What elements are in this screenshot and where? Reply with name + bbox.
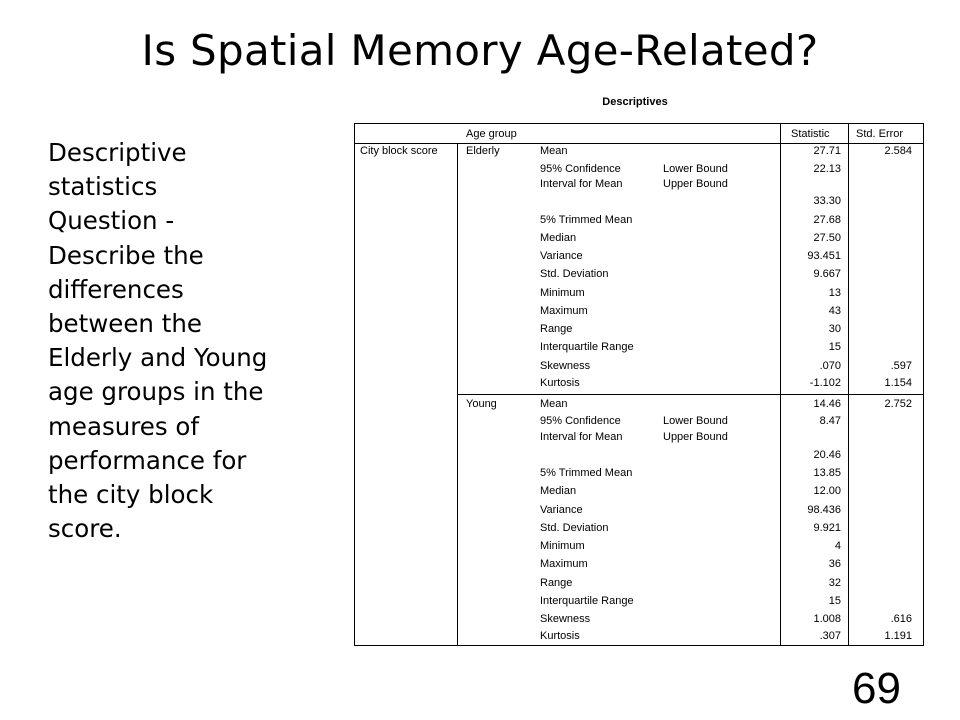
question-line: performance for [48,445,247,475]
statistic-value: 20.46 [813,449,841,461]
question-line: Elderly and Young [48,343,268,373]
header-age-group: Age group [466,128,517,140]
statistic-value: 15 [828,595,841,607]
row-label: Range [540,323,573,335]
statistic-value: 1.008 [813,613,841,625]
row-sublabel: Upper Bound [663,178,728,190]
std-error-value: 2.584 [884,145,912,157]
row-label: Skewness [540,613,591,625]
statistic-value: .307 [819,630,841,642]
row-label: 5% Trimmed Mean [540,214,633,226]
row-label: 5% Trimmed Mean [540,467,633,479]
row-sublabel: Upper Bound [663,431,728,443]
table-caption: Descriptives [602,96,668,108]
question-line: differences [48,274,184,304]
row-label: Interval for Mean [540,431,623,443]
header-std-error: Std. Error [856,128,904,140]
std-error-value: .616 [890,613,912,625]
std-error-value: 1.191 [884,630,912,642]
question-line: score. [48,514,122,544]
table-rule [355,143,923,144]
statistic-value: .070 [819,360,841,372]
page-number: 69 [852,664,901,713]
question-line: between the [48,309,202,339]
statistic-value: 33.30 [813,195,841,207]
statistic-value: -1.102 [809,377,841,389]
statistic-value: 4 [834,540,841,552]
row-sublabel: Lower Bound [663,163,728,175]
statistic-value: 93.451 [807,250,841,262]
statistic-value: 12.00 [813,485,841,497]
question-line: statistics [48,172,158,202]
question-line: Question - [48,206,175,236]
row-label: Maximum [540,558,588,570]
row-label: Skewness [540,360,591,372]
statistic-value: 13.85 [813,467,841,479]
row-label: Variance [540,504,583,516]
header-statistic: Statistic [791,128,830,140]
question-line: the city block [48,480,214,510]
row-label: Std. Deviation [540,522,609,534]
statistic-value: 15 [828,341,841,353]
row-label: Variance [540,250,583,262]
statistic-value: 8.47 [819,415,841,427]
statistic-value: 98.436 [807,504,841,516]
descriptives-table [354,123,924,646]
statistic-value: 27.71 [813,145,841,157]
group-label-young: Young [466,398,497,410]
row-label: Std. Deviation [540,268,609,280]
question-line: measures of [48,411,200,441]
row-label: Mean [540,398,568,410]
question-text [48,136,338,546]
row-label: Minimum [540,287,585,299]
statistic-value: 9.921 [813,522,841,534]
row-label: Median [540,232,577,244]
row-label: Maximum [540,305,588,317]
row-label: Range [540,577,573,589]
row-label: Minimum [540,540,585,552]
group-label-elderly: Elderly [466,145,500,157]
std-error-value: .597 [890,360,912,372]
statistic-value: 27.50 [813,232,841,244]
statistic-value: 36 [828,558,841,570]
dependent-variable-label: City block score [360,145,438,157]
question-line: Describe the [48,240,204,270]
question-line: Descriptive [48,138,187,167]
std-error-value: 1.154 [884,377,912,389]
statistic-value: 13 [828,287,841,299]
row-label: 95% Confidence [540,163,621,175]
row-label: Interquartile Range [540,341,634,353]
statistic-value: 22.13 [813,163,841,175]
row-label: Mean [540,145,568,157]
statistic-value: 9.667 [813,268,841,280]
row-label: Interquartile Range [540,595,634,607]
question-line: age groups in the [48,377,264,407]
row-label: Interval for Mean [540,178,623,190]
row-label: Kurtosis [540,630,580,642]
row-sublabel: Lower Bound [663,415,728,427]
slide-title: Is Spatial Memory Age-Related? [141,26,819,75]
statistic-value: 32 [828,577,841,589]
row-label: Kurtosis [540,377,580,389]
statistic-value: 30 [828,323,841,335]
table-rule [457,394,923,395]
statistic-value: 27.68 [813,214,841,226]
statistic-value: 14.46 [813,398,841,410]
row-label: 95% Confidence [540,415,621,427]
std-error-value: 2.752 [884,398,912,410]
row-label: Median [540,485,577,497]
statistic-value: 43 [828,305,841,317]
